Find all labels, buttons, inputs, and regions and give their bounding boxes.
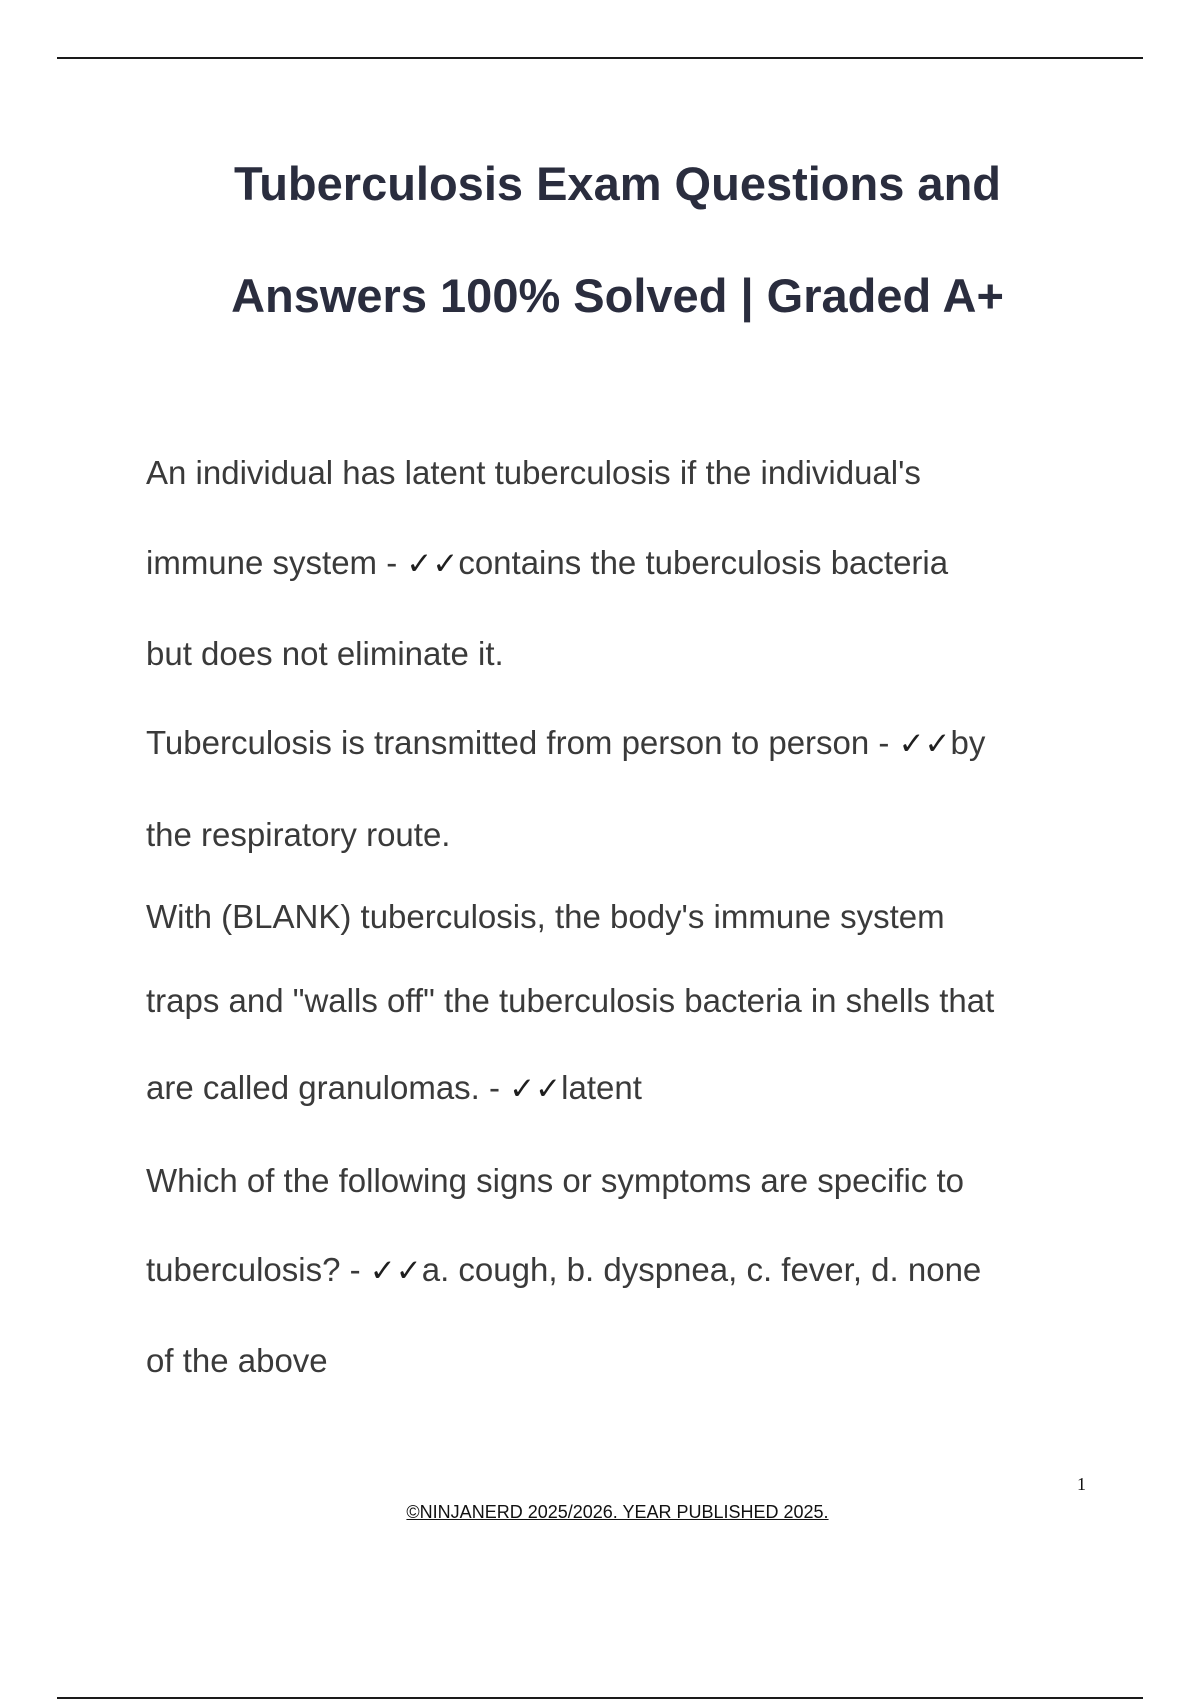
qa-3-line-1 xyxy=(146,897,945,937)
answer-text: latent xyxy=(561,1069,642,1106)
qa-4-line-2 xyxy=(146,1250,981,1291)
bottom-rule xyxy=(57,1697,1143,1699)
question-text: traps and "walls off" the tuberculosis bacteria in shells that xyxy=(146,982,995,1019)
answer-text: a. cough, b. dyspnea, c. fever, d. none xyxy=(421,1251,982,1288)
answer-text: the respiratory route. xyxy=(146,816,451,853)
qa-4-line-3 xyxy=(146,1341,328,1381)
question-text: With (BLANK) tuberculosis, the body's immune system xyxy=(146,898,945,935)
answer-text: by xyxy=(950,724,986,761)
title-line-2: Answers 100% Solved | Graded A+ xyxy=(231,269,1004,322)
qa-3-line-2 xyxy=(146,981,994,1021)
qa-1-line-2 xyxy=(146,543,948,584)
question-text: immune system - xyxy=(146,544,407,581)
top-rule xyxy=(57,57,1143,59)
question-text: are called granulomas. - xyxy=(146,1069,510,1106)
qa-1-line-3 xyxy=(146,634,504,674)
qa-1-line-1: An individual has latent tuberculosis if the individual's xyxy=(146,454,921,491)
double-check-icon: ✓✓ xyxy=(509,1071,562,1107)
question-text: tuberculosis? - xyxy=(146,1251,370,1288)
page-title xyxy=(0,128,1200,352)
copyright-footer: ©NINJANERD 2025/2026. YEAR PUBLISHED 2025. xyxy=(406,1502,829,1522)
qa-2-line-1 xyxy=(146,723,985,764)
double-check-icon: ✓✓ xyxy=(406,546,459,582)
answer-text: contains the tuberculosis bacteria xyxy=(458,544,949,581)
answer-text: but does not eliminate it. xyxy=(146,635,504,672)
qa-3-line-3 xyxy=(146,1068,642,1109)
question-text: Which of the following signs or symptoms are specific to xyxy=(146,1162,964,1199)
qa-4-line-1 xyxy=(146,1161,964,1201)
double-check-icon: ✓✓ xyxy=(898,726,951,762)
double-check-icon: ✓✓ xyxy=(369,1253,422,1289)
qa-2-line-2 xyxy=(146,815,450,855)
question-text: Tuberculosis is transmitted from person to person - xyxy=(146,724,899,761)
answer-text: of the above xyxy=(146,1342,328,1379)
title-line-1: Tuberculosis Exam Questions and xyxy=(234,157,1001,210)
page-number: 1 xyxy=(1077,1474,1086,1494)
